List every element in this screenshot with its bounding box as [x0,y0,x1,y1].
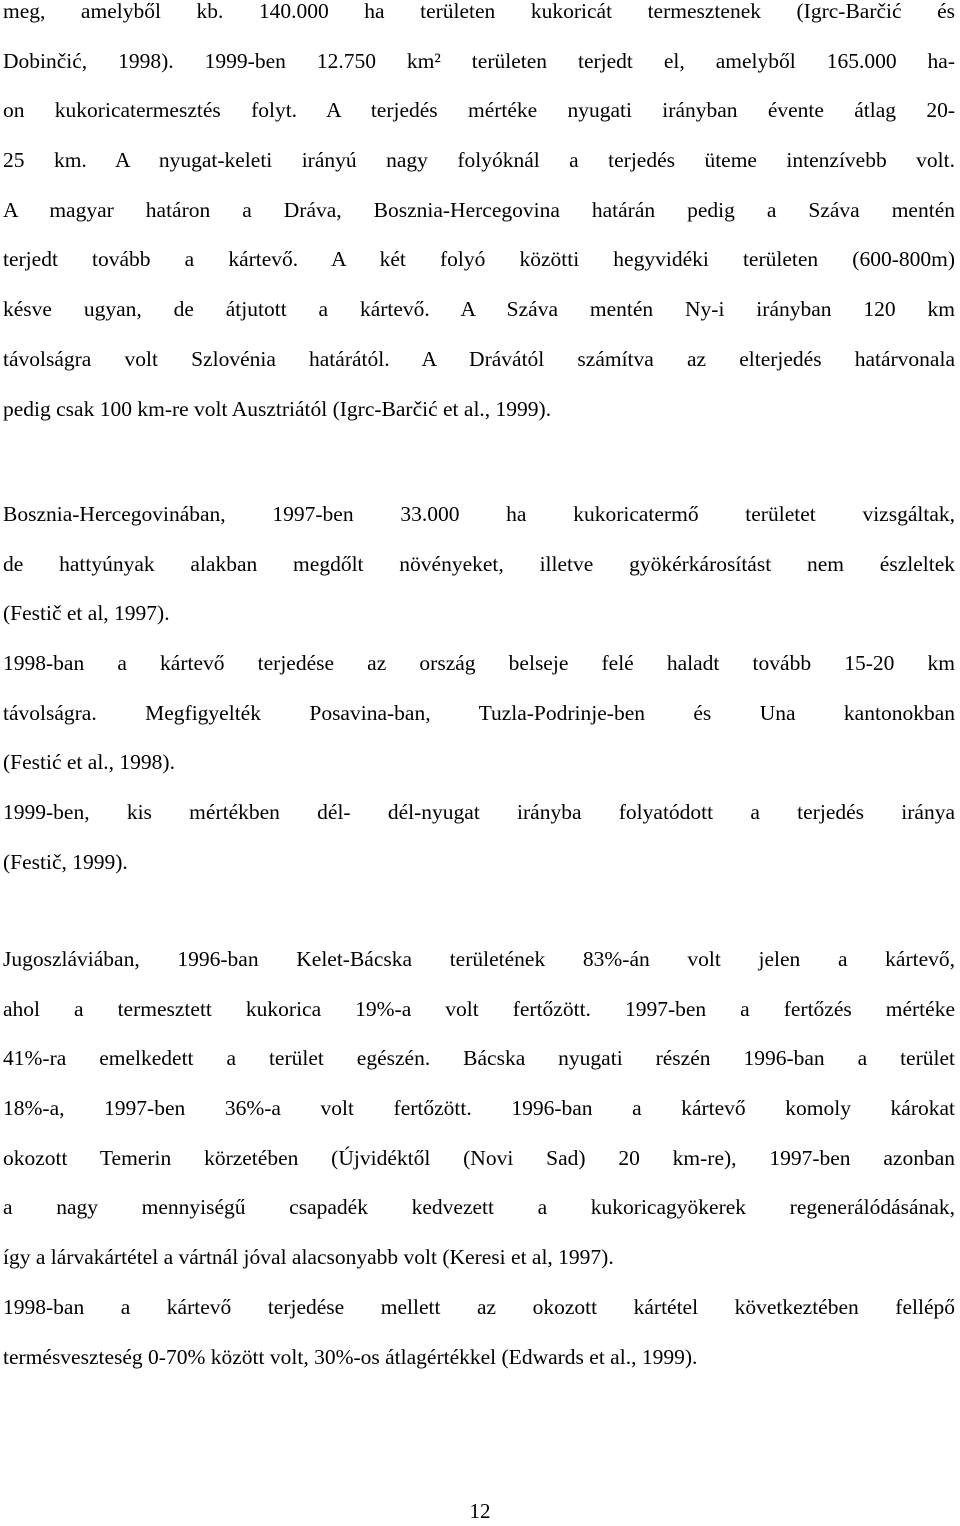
paragraph-croatia-spread [3,0,955,434]
text-line: okozott Temerin körzetében (Újvidéktől (Novi Sad) 20 km-re), 1997-ben azonban [3,1145,955,1170]
text-line: 25 km. A nyugat-keleti irányú nagy folyóknál a terjedés üteme intenzívebb volt. [3,148,955,173]
text-line: így a lárvakártétel a vártnál jóval alacsonyabb volt (Keresi et al, 1997). [3,1245,614,1270]
text-line: Bosznia-Hercegovinában, 1997-ben 33.000 ha kukoricatermő területet vizsgáltak, [3,502,955,526]
text-line: távolságra volt Szlovénia határától. A Drávától számítva az elterjedés határvonala [3,346,955,371]
text-line: ahol a termesztett kukorica 19%-a volt fertőzött. 1997-ben a fertőzés mértéke [3,996,955,1021]
text-line: távolságra. Megfigyelték Posavina-ban, Tuzla-Podrinje-ben és Una kantonokban [3,700,955,725]
text-line: A magyar határon a Dráva, Bosznia-Hercegovina határán pedig a Száva mentén [3,197,955,222]
text-line: 1998-ban a kártevő terjedése az ország belseje felé haladt tovább 15-20 km [3,651,955,676]
text-line: (Festić et al., 1998). [3,750,175,775]
text-line: késve ugyan, de átjutott a kártevő. A Száva mentén Ny-i irányban 120 km [3,297,955,322]
page-number: 12 [469,1499,491,1523]
text-line: terjedt tovább a kártevő. A két folyó közötti hegyvidéki területen (600-800m) [3,247,955,272]
text-line: (Festič et al, 1997). [3,601,170,626]
text-line: (Festič, 1999). [3,849,128,874]
text-line: Dobinčić, 1998). 1999-ben 12.750 km² területen terjedt el, amelyből 165.000 ha- [3,48,955,73]
paragraph-bosnia [3,490,955,888]
text-line: on kukoricatermesztés folyt. A terjedés mértéke nyugati irányban évente átlag 20- [3,98,955,123]
text-line: 41%-ra emelkedett a terület egészén. Bácska nyugati részén 1996-ban a terület [3,1046,955,1071]
text-line: a nagy mennyiségű csapadék kedvezett a kukoricagyökerek regenerálódásának, [3,1195,955,1220]
text-line: de hattyúnyak alakban megdőlt növényeket, illetve gyökérkárosítást nem észleltek [3,551,955,576]
text-line: 1999-ben, kis mértékben dél- dél-nyugat irányba folyatódott a terjedés iránya [3,800,955,825]
text-line: 18%-a, 1997-ben 36%-a volt fertőzött. 1996-ban a kártevő komoly károkat [3,1096,955,1121]
text-line: Jugoszláviában, 1996-ban Kelet-Bácska területének 83%-án volt jelen a kártevő, [3,947,955,971]
text-line: termésveszteség 0-70% között volt, 30%-os átlagértékkel (Edwards et al., 1999). [3,1344,698,1369]
text-line: pedig csak 100 km-re volt Ausztriától (Igrc-Barčić et al., 1999). [3,396,552,421]
paragraph-yugoslavia [3,935,955,1382]
text-line: meg, amelyből kb. 140.000 ha területen kukoricát termesztenek (Igrc-Barčić és [3,0,955,23]
text-line: 1998-ban a kártevő terjedése mellett az okozott kártétel következtében fellépő [3,1294,955,1319]
